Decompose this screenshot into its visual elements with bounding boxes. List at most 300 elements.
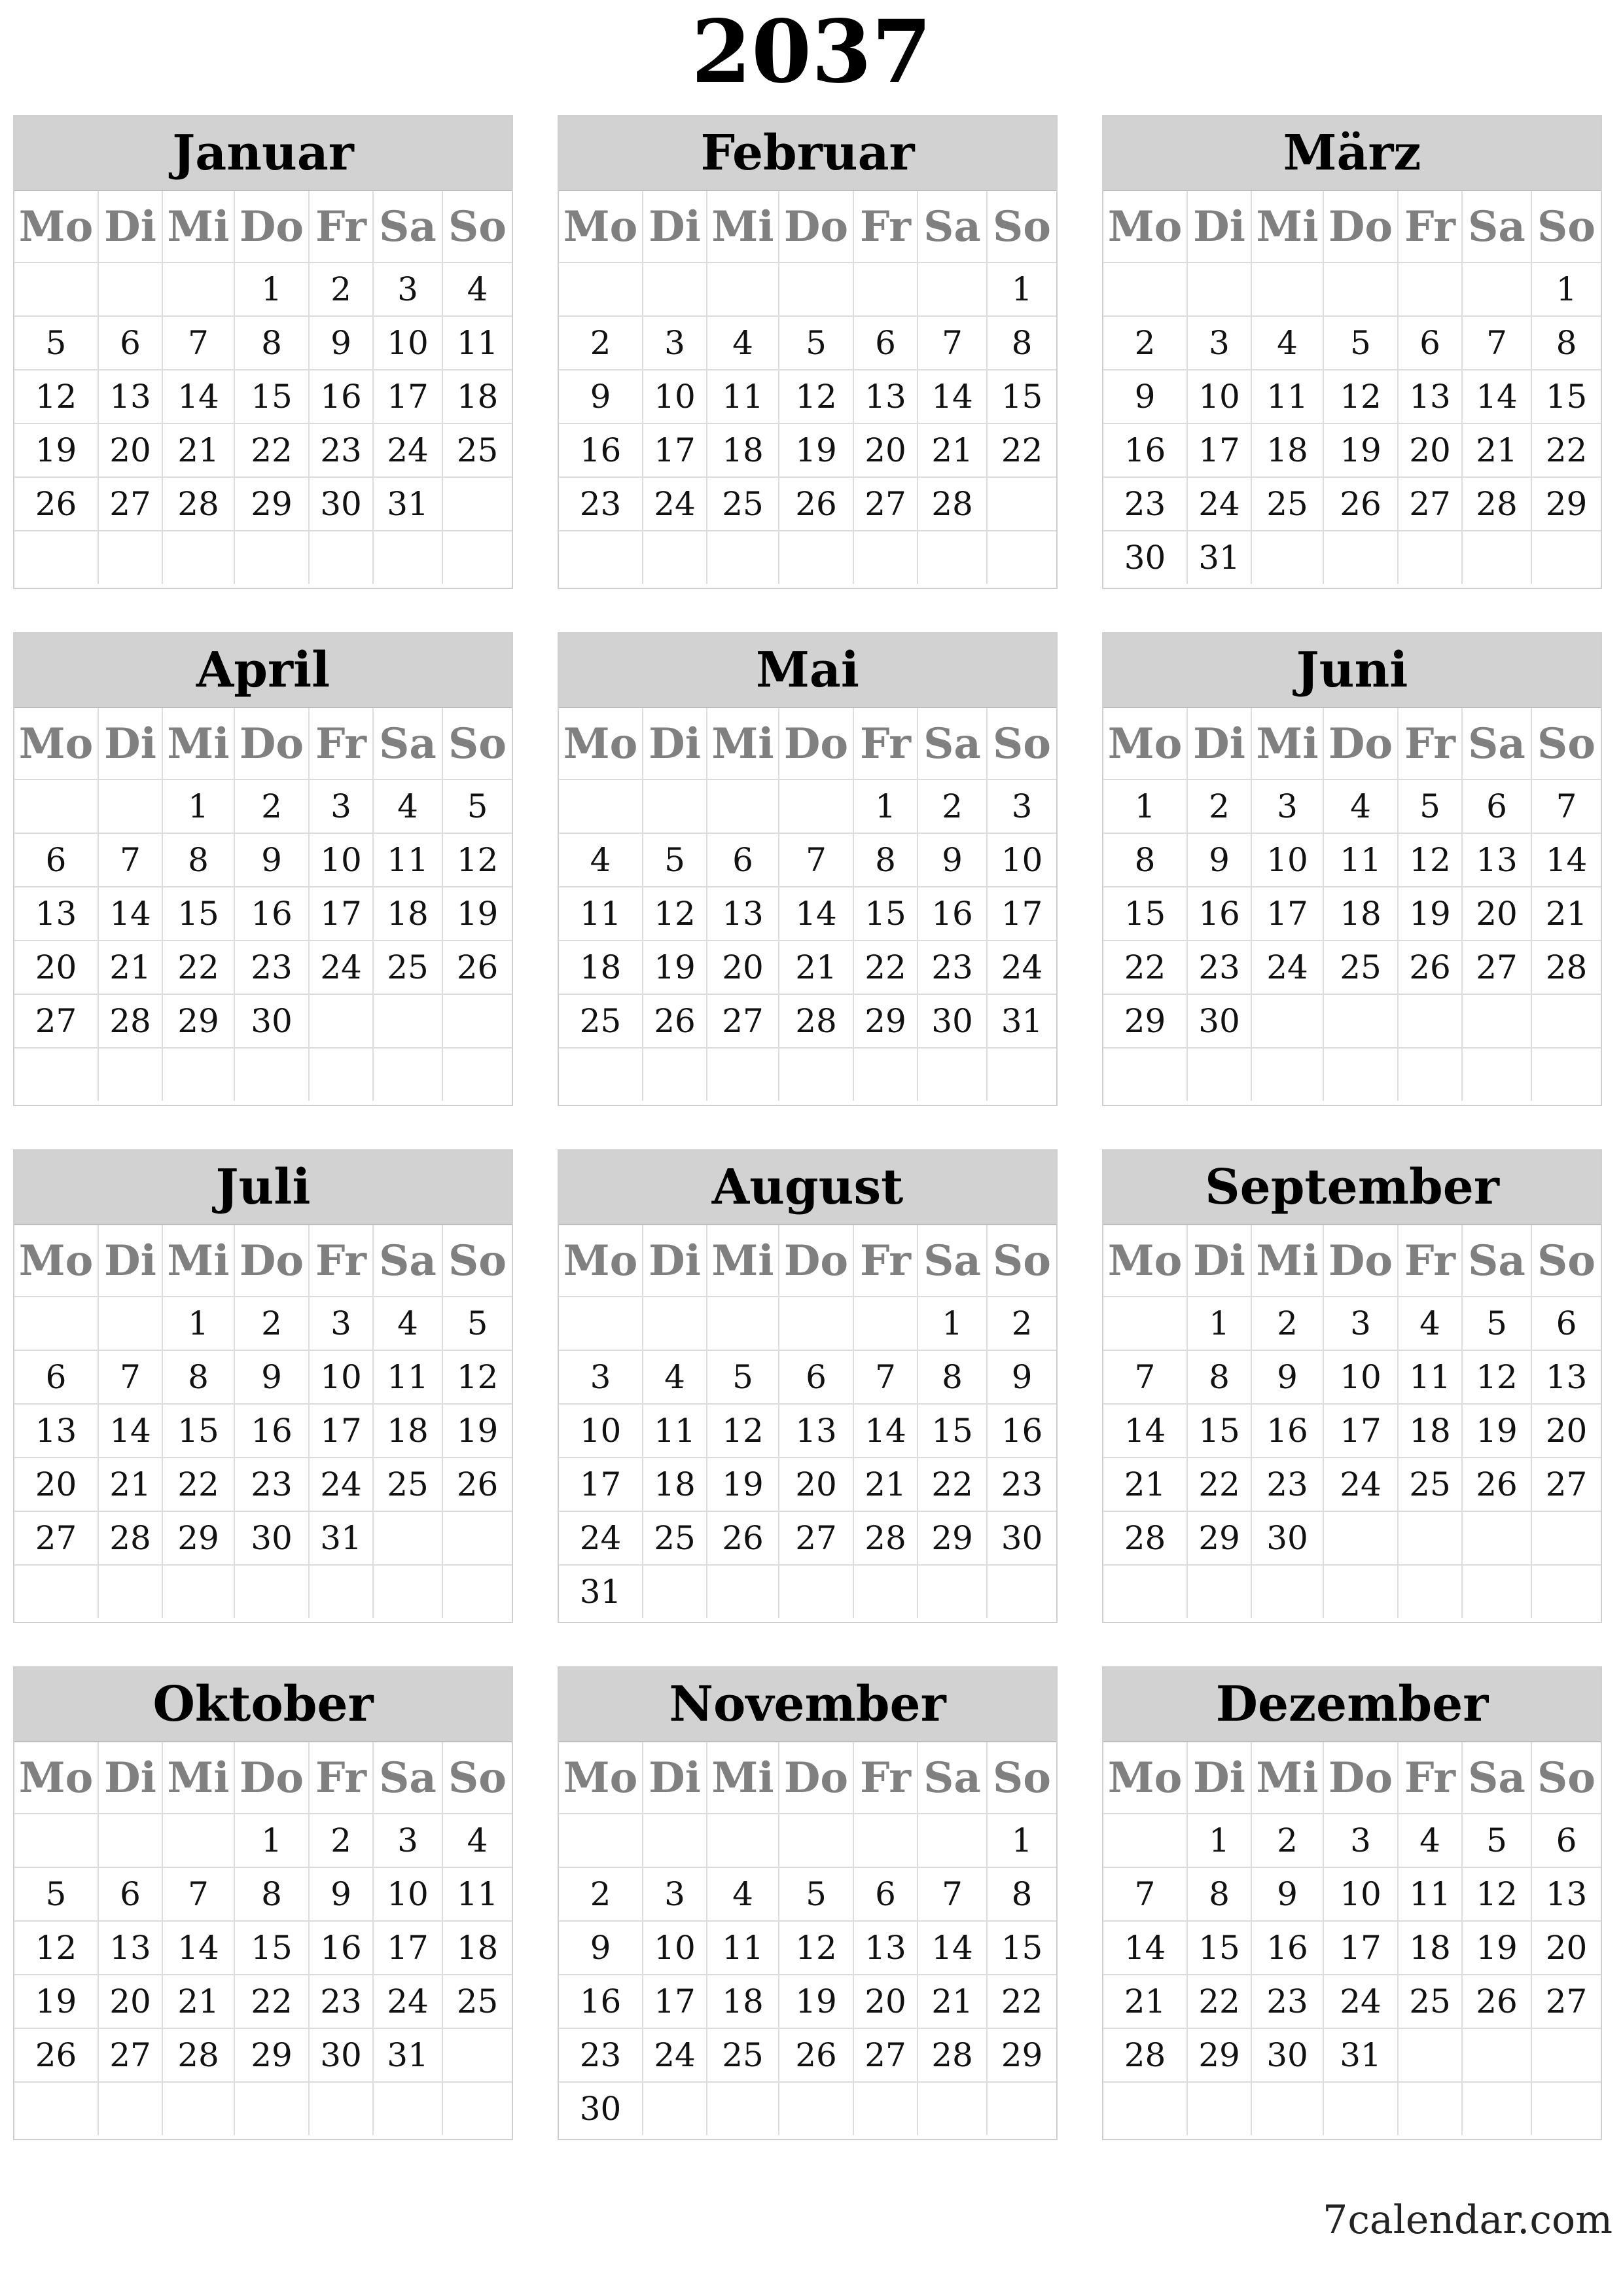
day-cell	[442, 2082, 512, 2135]
day-cell: 1	[918, 1297, 987, 1350]
day-cell: 17	[643, 1975, 707, 2028]
day-cell: 14	[98, 887, 162, 941]
day-cell: 24	[643, 2028, 707, 2082]
week-row	[559, 1297, 1056, 1350]
day-cell: 24	[373, 423, 442, 477]
day-cell: 12	[442, 833, 512, 887]
day-cell: 22	[987, 1975, 1056, 2028]
day-cell: 14	[918, 1921, 987, 1975]
week-row	[14, 423, 512, 477]
week-row	[1103, 2028, 1601, 2082]
days-table	[14, 1742, 512, 2135]
day-cell: 16	[559, 423, 643, 477]
day-cell: 28	[1103, 2028, 1187, 2082]
day-cell: 20	[14, 1458, 98, 1511]
weekday-label: Sa	[373, 708, 442, 780]
day-cell: 8	[234, 316, 309, 370]
day-cell: 29	[1187, 2028, 1251, 2082]
weekday-label: So	[442, 708, 512, 780]
weekday-label: Mi	[707, 1742, 779, 1814]
day-cell	[853, 1814, 918, 1867]
day-cell: 5	[1398, 780, 1462, 833]
day-cell: 4	[373, 780, 442, 833]
week-row	[559, 1404, 1056, 1458]
weekday-label: Do	[779, 1225, 853, 1297]
day-cell	[1531, 1565, 1601, 1618]
month-name: Januar	[14, 117, 512, 191]
day-cell: 18	[1398, 1404, 1462, 1458]
day-cell: 20	[1398, 423, 1462, 477]
day-cell	[1462, 262, 1531, 316]
day-cell	[643, 1048, 707, 1101]
day-cell	[643, 262, 707, 316]
day-cell: 11	[643, 1404, 707, 1458]
day-cell: 13	[1398, 370, 1462, 423]
day-cell	[1398, 994, 1462, 1048]
day-cell: 6	[98, 316, 162, 370]
day-cell	[707, 531, 779, 584]
day-cell: 12	[779, 370, 853, 423]
week-row	[559, 1048, 1056, 1101]
week-row	[14, 1297, 512, 1350]
day-cell	[1103, 262, 1187, 316]
day-cell: 7	[162, 1867, 234, 1921]
day-cell: 28	[1531, 941, 1601, 994]
day-cell: 24	[1323, 1458, 1398, 1511]
day-cell: 3	[1251, 780, 1323, 833]
day-cell: 1	[1531, 262, 1601, 316]
day-cell	[442, 1511, 512, 1565]
day-cell	[14, 262, 98, 316]
day-cell: 4	[442, 262, 512, 316]
day-cell: 23	[559, 477, 643, 531]
day-cell: 22	[234, 423, 309, 477]
month-6	[13, 1149, 513, 1623]
weekday-label: Mi	[707, 1225, 779, 1297]
day-cell: 13	[779, 1404, 853, 1458]
day-cell	[987, 2082, 1056, 2135]
day-cell	[1103, 2082, 1187, 2135]
weekday-label: Fr	[853, 191, 918, 262]
day-cell: 7	[162, 316, 234, 370]
weekday-label: Sa	[1462, 708, 1531, 780]
footer-site-name: 7calendar.com	[1323, 2197, 1613, 2243]
day-cell: 24	[309, 941, 373, 994]
day-cell	[162, 262, 234, 316]
week-row	[14, 1814, 512, 1867]
weekday-label: So	[442, 1225, 512, 1297]
week-row	[14, 833, 512, 887]
day-cell: 4	[1251, 316, 1323, 370]
week-row	[559, 262, 1056, 316]
day-cell	[779, 1048, 853, 1101]
day-cell	[373, 531, 442, 584]
weekday-label: Di	[98, 1742, 162, 1814]
day-cell: 15	[234, 370, 309, 423]
day-cell: 10	[373, 316, 442, 370]
day-cell	[1103, 1814, 1187, 1867]
week-row	[559, 994, 1056, 1048]
week-row	[559, 941, 1056, 994]
day-cell	[1187, 1048, 1251, 1101]
day-cell: 30	[987, 1511, 1056, 1565]
day-cell	[853, 2082, 918, 2135]
day-cell: 22	[1187, 1458, 1251, 1511]
day-cell	[1103, 1565, 1187, 1618]
year-title: 2037	[691, 1, 932, 103]
day-cell: 27	[14, 994, 98, 1048]
week-row	[14, 941, 512, 994]
day-cell	[1531, 2028, 1601, 2082]
week-row	[559, 1458, 1056, 1511]
day-cell: 5	[779, 316, 853, 370]
day-cell: 26	[442, 941, 512, 994]
day-cell	[1323, 1565, 1398, 1618]
day-cell: 11	[1398, 1867, 1462, 1921]
day-cell: 15	[162, 1404, 234, 1458]
day-cell: 16	[309, 1921, 373, 1975]
day-cell: 2	[559, 1867, 643, 1921]
day-cell	[1251, 262, 1323, 316]
days-table	[1103, 1225, 1601, 1618]
day-cell	[1462, 531, 1531, 584]
day-cell: 29	[234, 2028, 309, 2082]
day-cell: 4	[442, 1814, 512, 1867]
day-cell: 12	[1323, 370, 1398, 423]
day-cell	[234, 1048, 309, 1101]
day-cell: 20	[853, 1975, 918, 2028]
day-cell: 4	[1323, 780, 1398, 833]
day-cell: 18	[442, 1921, 512, 1975]
day-cell	[309, 1565, 373, 1618]
week-row	[559, 370, 1056, 423]
day-cell	[1323, 1511, 1398, 1565]
week-row	[559, 833, 1056, 887]
day-cell: 3	[309, 780, 373, 833]
month-11	[1102, 1666, 1602, 2140]
weekday-label: Mi	[1251, 1742, 1323, 1814]
day-cell: 14	[779, 887, 853, 941]
weekday-label: Do	[1323, 1225, 1398, 1297]
day-cell: 25	[1398, 1975, 1462, 2028]
day-cell	[853, 1297, 918, 1350]
weekday-header-row	[559, 1742, 1056, 1814]
day-cell	[98, 1048, 162, 1101]
day-cell: 10	[309, 1350, 373, 1404]
day-cell: 28	[98, 994, 162, 1048]
day-cell: 18	[707, 1975, 779, 2028]
day-cell: 6	[1531, 1297, 1601, 1350]
day-cell: 21	[98, 1458, 162, 1511]
weekday-label: So	[987, 1742, 1056, 1814]
week-row	[1103, 1565, 1601, 1618]
week-row	[1103, 1350, 1601, 1404]
day-cell: 18	[373, 887, 442, 941]
weekday-label: Do	[1323, 191, 1398, 262]
day-cell: 1	[1187, 1297, 1251, 1350]
day-cell: 1	[234, 1814, 309, 1867]
day-cell: 3	[643, 316, 707, 370]
day-cell: 15	[1531, 370, 1601, 423]
day-cell: 13	[98, 370, 162, 423]
weekday-label: Mi	[162, 191, 234, 262]
day-cell: 4	[707, 316, 779, 370]
day-cell: 21	[918, 423, 987, 477]
day-cell: 3	[309, 1297, 373, 1350]
week-row	[1103, 2082, 1601, 2135]
day-cell: 23	[1251, 1458, 1323, 1511]
day-cell: 14	[1103, 1921, 1187, 1975]
weekday-label: Mi	[162, 1225, 234, 1297]
weekday-label: So	[987, 191, 1056, 262]
month-name: Mai	[559, 634, 1056, 708]
day-cell: 7	[1103, 1350, 1187, 1404]
day-cell: 24	[309, 1458, 373, 1511]
day-cell: 8	[987, 316, 1056, 370]
day-cell	[707, 262, 779, 316]
week-row	[14, 1867, 512, 1921]
day-cell	[162, 1565, 234, 1618]
day-cell: 23	[234, 941, 309, 994]
day-cell	[1323, 262, 1398, 316]
days-table	[559, 1742, 1056, 2135]
day-cell	[707, 1565, 779, 1618]
day-cell	[14, 531, 98, 584]
day-cell: 1	[1103, 780, 1187, 833]
day-cell: 14	[1462, 370, 1531, 423]
day-cell: 5	[442, 780, 512, 833]
weekday-header-row	[14, 1742, 512, 1814]
days-table	[14, 191, 512, 584]
day-cell	[1323, 2082, 1398, 2135]
day-cell: 2	[234, 1297, 309, 1350]
week-row	[14, 994, 512, 1048]
day-cell: 6	[853, 1867, 918, 1921]
day-cell: 12	[1462, 1350, 1531, 1404]
day-cell: 4	[707, 1867, 779, 1921]
day-cell: 24	[373, 1975, 442, 2028]
day-cell	[1531, 1511, 1601, 1565]
weekday-label: Do	[234, 191, 309, 262]
day-cell: 26	[14, 477, 98, 531]
day-cell: 6	[853, 316, 918, 370]
day-cell: 24	[1323, 1975, 1398, 2028]
day-cell	[442, 994, 512, 1048]
weekday-label: Sa	[918, 708, 987, 780]
month-name: Dezember	[1103, 1668, 1601, 1742]
day-cell	[987, 1565, 1056, 1618]
day-cell: 9	[309, 1867, 373, 1921]
day-cell	[442, 477, 512, 531]
weekday-label: Mi	[1251, 191, 1323, 262]
day-cell: 2	[1103, 316, 1187, 370]
day-cell: 1	[987, 262, 1056, 316]
weekday-label: Mo	[1103, 708, 1187, 780]
day-cell: 9	[1251, 1867, 1323, 1921]
day-cell: 25	[707, 477, 779, 531]
day-cell: 16	[234, 1404, 309, 1458]
day-cell: 14	[98, 1404, 162, 1458]
weekday-header-row	[14, 708, 512, 780]
week-row	[1103, 1511, 1601, 1565]
day-cell: 17	[1323, 1404, 1398, 1458]
day-cell: 12	[779, 1921, 853, 1975]
day-cell: 20	[1531, 1404, 1601, 1458]
day-cell: 19	[14, 423, 98, 477]
day-cell	[442, 2028, 512, 2082]
day-cell: 4	[559, 833, 643, 887]
day-cell	[918, 2082, 987, 2135]
day-cell: 9	[987, 1350, 1056, 1404]
day-cell	[643, 2082, 707, 2135]
day-cell: 29	[162, 1511, 234, 1565]
day-cell: 24	[1251, 941, 1323, 994]
day-cell: 22	[1103, 941, 1187, 994]
day-cell: 19	[643, 941, 707, 994]
day-cell	[1398, 1511, 1462, 1565]
day-cell: 21	[779, 941, 853, 994]
day-cell: 17	[559, 1458, 643, 1511]
day-cell: 22	[162, 941, 234, 994]
day-cell	[853, 1048, 918, 1101]
week-row	[1103, 316, 1601, 370]
day-cell: 4	[643, 1350, 707, 1404]
week-row	[14, 780, 512, 833]
day-cell: 29	[1187, 1511, 1251, 1565]
day-cell	[1398, 1565, 1462, 1618]
week-row	[1103, 1404, 1601, 1458]
weekday-label: Di	[1187, 191, 1251, 262]
day-cell: 6	[779, 1350, 853, 1404]
day-cell: 8	[853, 833, 918, 887]
day-cell: 11	[1323, 833, 1398, 887]
month-name: November	[559, 1668, 1056, 1742]
day-cell: 7	[98, 833, 162, 887]
day-cell	[707, 1048, 779, 1101]
weekday-label: Mi	[1251, 708, 1323, 780]
month-1	[558, 115, 1058, 589]
day-cell: 15	[1103, 887, 1187, 941]
day-cell: 5	[1462, 1814, 1531, 1867]
day-cell: 30	[234, 1511, 309, 1565]
day-cell: 18	[1251, 423, 1323, 477]
day-cell: 15	[1187, 1921, 1251, 1975]
day-cell: 25	[1323, 941, 1398, 994]
week-row	[559, 2028, 1056, 2082]
weekday-header-row	[559, 708, 1056, 780]
day-cell: 14	[162, 1921, 234, 1975]
day-cell: 2	[1251, 1297, 1323, 1350]
week-row	[1103, 1297, 1601, 1350]
weekday-label: Do	[1323, 1742, 1398, 1814]
day-cell: 10	[1251, 833, 1323, 887]
day-cell: 26	[14, 2028, 98, 2082]
weekday-label: Sa	[373, 1742, 442, 1814]
week-row	[14, 477, 512, 531]
day-cell	[707, 1297, 779, 1350]
week-row	[1103, 833, 1601, 887]
weekday-label: Do	[779, 191, 853, 262]
day-cell	[559, 780, 643, 833]
weekday-label: Mo	[14, 708, 98, 780]
week-row	[1103, 1921, 1601, 1975]
day-cell: 20	[1531, 1921, 1601, 1975]
day-cell: 17	[309, 887, 373, 941]
day-cell	[309, 1048, 373, 1101]
weekday-label: Sa	[918, 1225, 987, 1297]
day-cell: 18	[559, 941, 643, 994]
day-cell: 23	[987, 1458, 1056, 1511]
weekday-label: Fr	[309, 1225, 373, 1297]
day-cell	[1103, 1048, 1187, 1101]
week-row	[14, 1458, 512, 1511]
day-cell: 7	[918, 1867, 987, 1921]
weekday-label: So	[987, 1225, 1056, 1297]
day-cell: 12	[14, 370, 98, 423]
day-cell: 1	[1187, 1814, 1251, 1867]
day-cell	[987, 531, 1056, 584]
day-cell: 25	[373, 941, 442, 994]
day-cell: 19	[1462, 1404, 1531, 1458]
day-cell: 17	[373, 1921, 442, 1975]
weekday-label: Mo	[1103, 1225, 1187, 1297]
week-row	[1103, 423, 1601, 477]
day-cell: 8	[1187, 1867, 1251, 1921]
day-cell: 12	[1398, 833, 1462, 887]
day-cell: 31	[1323, 2028, 1398, 2082]
days-table	[559, 708, 1056, 1101]
day-cell: 16	[1251, 1404, 1323, 1458]
day-cell	[643, 1814, 707, 1867]
day-cell: 28	[853, 1511, 918, 1565]
day-cell: 19	[14, 1975, 98, 2028]
day-cell	[98, 780, 162, 833]
day-cell	[1251, 994, 1323, 1048]
day-cell: 27	[1462, 941, 1531, 994]
week-row	[14, 2082, 512, 2135]
day-cell: 9	[1103, 370, 1187, 423]
day-cell	[1323, 994, 1398, 1048]
day-cell: 13	[1531, 1867, 1601, 1921]
days-table	[1103, 708, 1601, 1101]
day-cell	[918, 1814, 987, 1867]
day-cell: 31	[309, 1511, 373, 1565]
day-cell: 2	[234, 780, 309, 833]
day-cell	[234, 1565, 309, 1618]
day-cell: 8	[1531, 316, 1601, 370]
day-cell: 25	[643, 1511, 707, 1565]
week-row	[1103, 1814, 1601, 1867]
day-cell	[707, 2082, 779, 2135]
day-cell: 6	[1462, 780, 1531, 833]
day-cell: 20	[14, 941, 98, 994]
day-cell: 23	[309, 423, 373, 477]
day-cell: 11	[442, 316, 512, 370]
day-cell	[779, 780, 853, 833]
day-cell	[1251, 1048, 1323, 1101]
day-cell: 17	[1187, 423, 1251, 477]
weekday-label: Do	[234, 1742, 309, 1814]
day-cell	[1398, 262, 1462, 316]
day-cell: 2	[309, 1814, 373, 1867]
day-cell: 23	[1187, 941, 1251, 994]
week-row	[1103, 262, 1601, 316]
day-cell: 10	[643, 370, 707, 423]
weekday-header-row	[1103, 191, 1601, 262]
day-cell	[1531, 531, 1601, 584]
day-cell	[779, 1565, 853, 1618]
day-cell	[1398, 1048, 1462, 1101]
